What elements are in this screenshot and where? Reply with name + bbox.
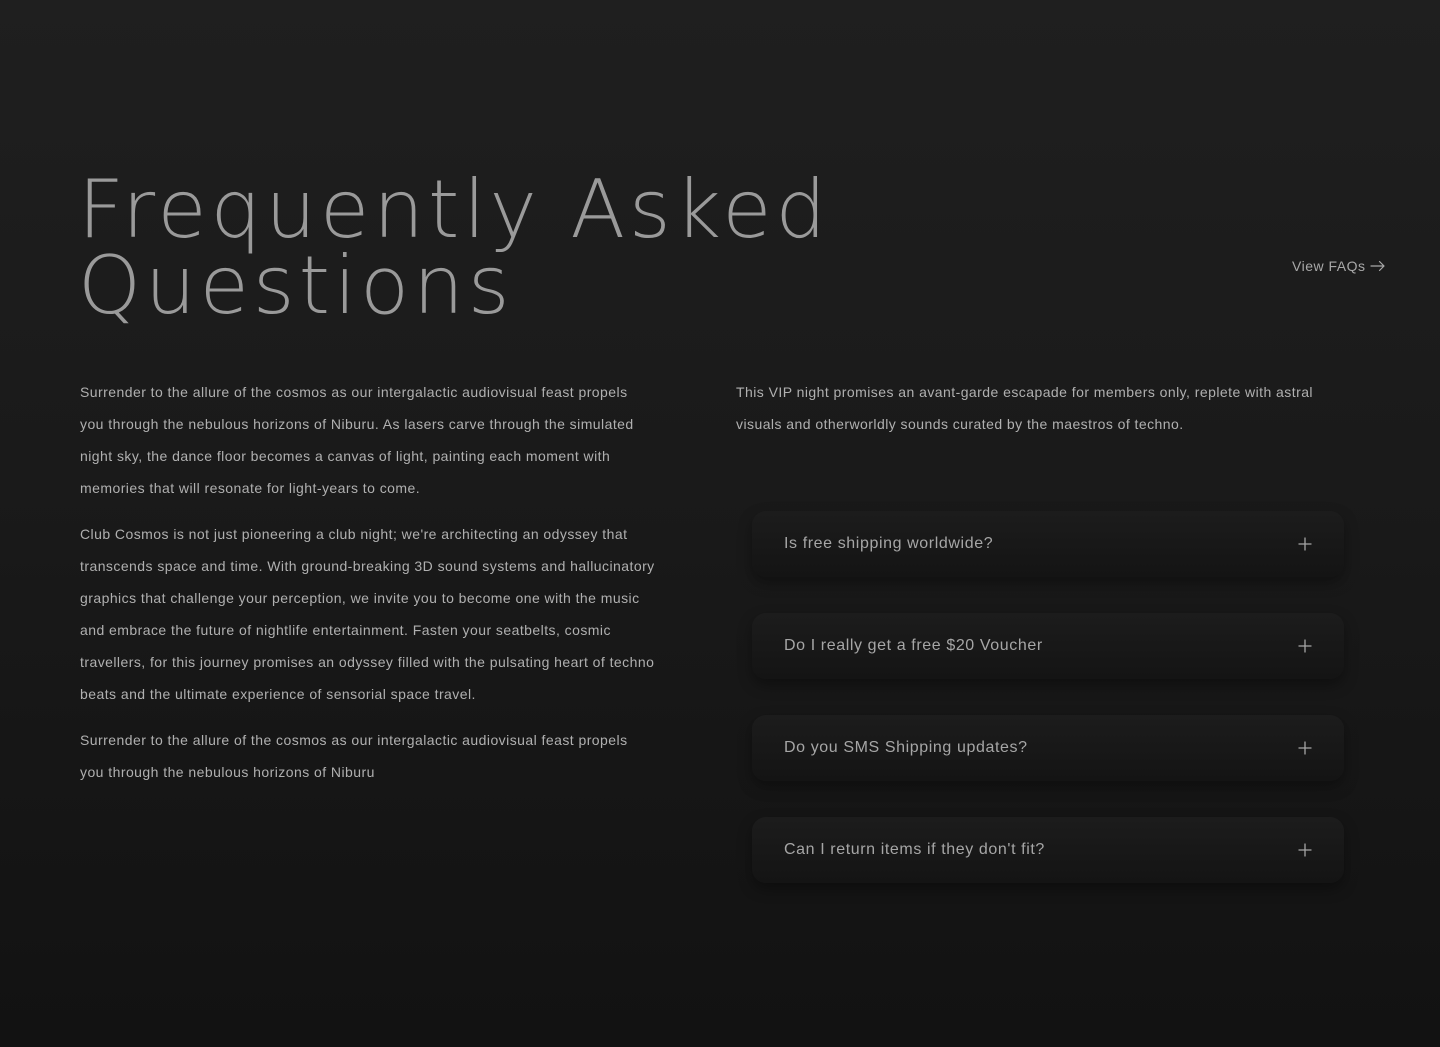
page-title — [78, 163, 878, 332]
title-line-1: Frequently Asked — [78, 163, 831, 256]
vip-intro-text: This VIP night promises an avant-garde escapade for members only, replete with astral visuals and otherworldly sounds curated by the maestros of techno. — [736, 384, 1313, 432]
faq-question: Do you SMS Shipping updates? — [784, 739, 1028, 756]
arrow-right-icon — [1370, 260, 1386, 272]
plus-icon[interactable] — [1298, 639, 1312, 653]
intro-paragraph: Surrender to the allure of the cosmos as our intergalactic audiovisual feast propels you through the nebulous horizons of Niburu — [80, 732, 628, 780]
faq-question: Can I return items if they don't fit? — [784, 841, 1045, 858]
faq-item-sms-updates[interactable] — [752, 715, 1344, 781]
faq-accordion — [752, 511, 1344, 919]
intro-paragraph: Surrender to the allure of the cosmos as our intergalactic audiovisual feast propels you through the nebulous horizons of Niburu. As lasers carve through the simulated night sky, the dance floor becomes a canvas of light, painting each moment with memories that will resonate for light-years to come. — [80, 384, 634, 496]
plus-icon[interactable] — [1298, 741, 1312, 755]
faq-question: Do I really get a free $20 Voucher — [784, 637, 1043, 654]
faq-item-voucher[interactable] — [752, 613, 1344, 679]
intro-text-column — [80, 376, 655, 802]
faq-question: Is free shipping worldwide? — [784, 535, 994, 552]
faq-item-returns[interactable] — [752, 817, 1344, 883]
view-faqs-label: View FAQs — [1292, 258, 1366, 274]
title-line-2: Questions — [78, 239, 514, 332]
view-faqs-link[interactable] — [1292, 258, 1386, 274]
plus-icon[interactable] — [1298, 843, 1312, 857]
intro-paragraph: Club Cosmos is not just pioneering a club night; we're architecting an odyssey that transcends space and time. With ground-breaking 3D sound systems and hallucinatory graphics that challenge your perception, we invite you to become one with the music and embrace the future of nightlife entertainment. Fasten your seatbelts, cosmic travellers, for this journey promises an odyssey filled with the pulsating heart of techno beats and the ultimate experience of sensorial space travel. — [80, 526, 655, 702]
faq-item-free-shipping[interactable] — [752, 511, 1344, 577]
plus-icon[interactable] — [1298, 537, 1312, 551]
